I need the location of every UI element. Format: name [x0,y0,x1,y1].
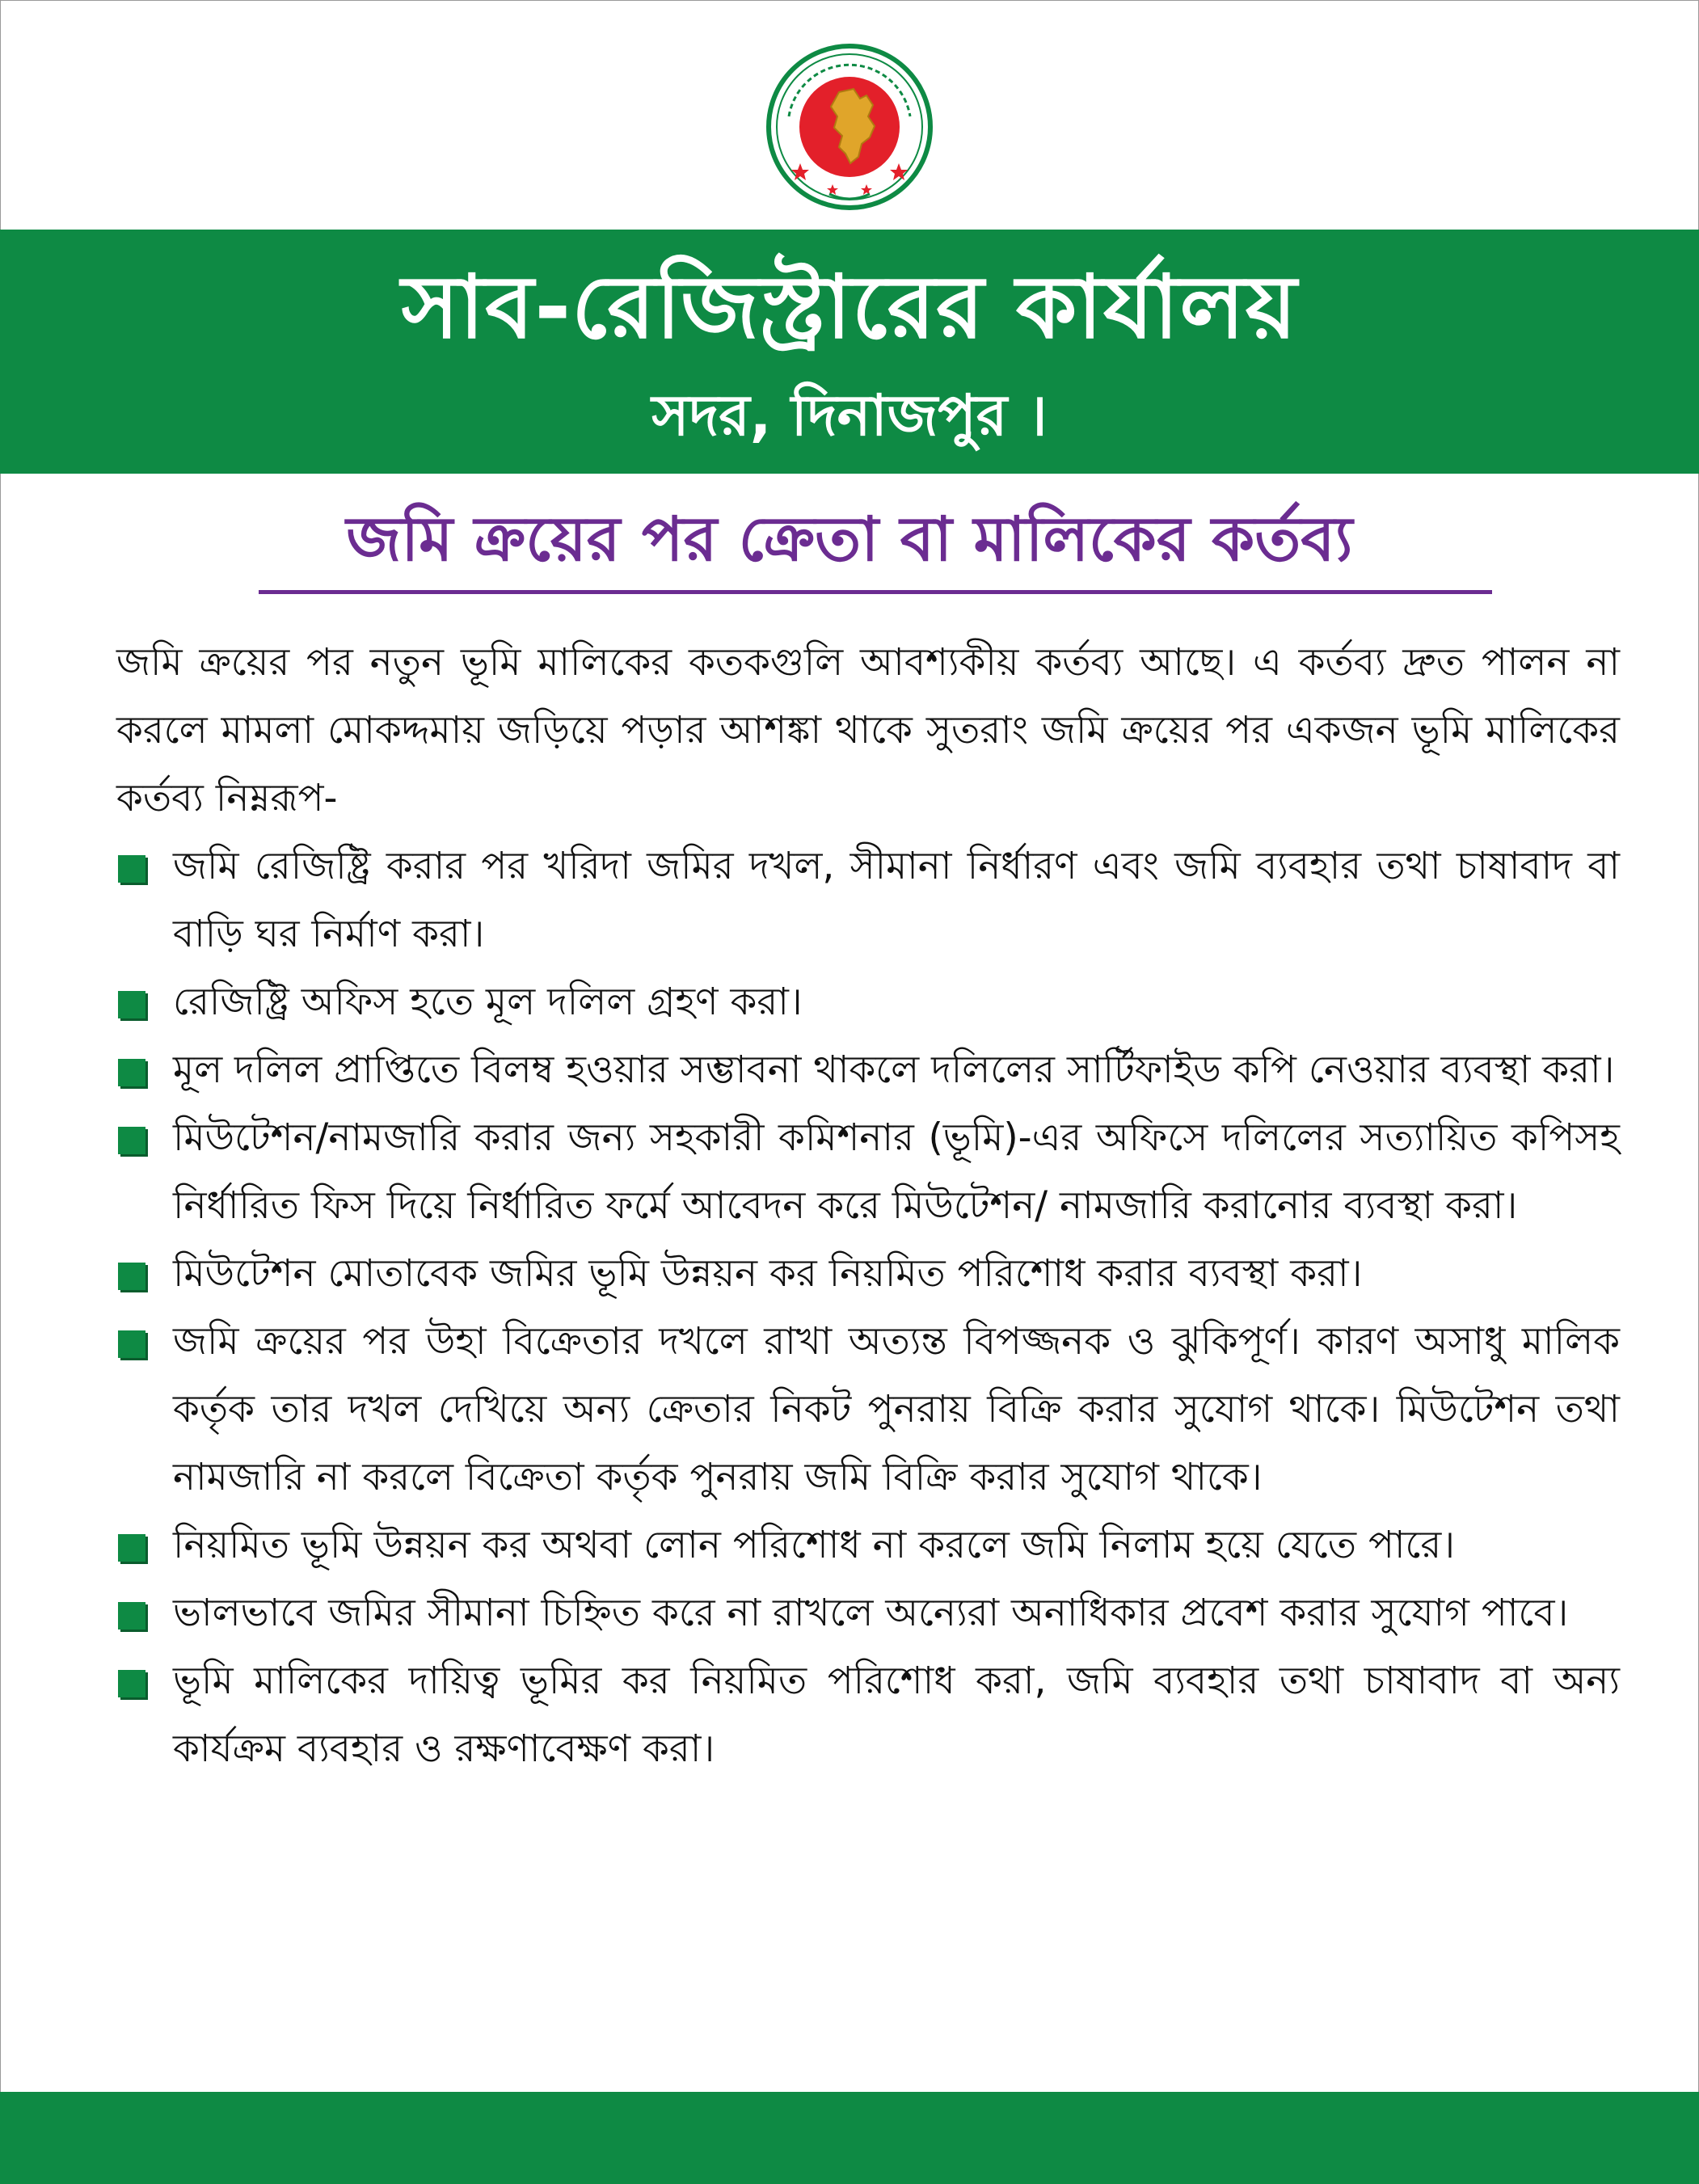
list-item [116,1647,1620,1783]
duties-list [116,833,1620,1783]
square-bullet-icon [118,991,145,1018]
list-item [116,1308,1620,1512]
list-item-text: নিয়মিত ভূমি উন্নয়ন কর অথবা লোন পরিশোধ না করলে জমি নিলাম হয়ে যেতে পারে। [173,1523,1456,1567]
list-item-text: রেজিষ্ট্রি অফিস হতে মূল দলিল গ্রহণ করা। [173,980,803,1024]
list-item [116,1240,1620,1308]
square-bullet-icon [118,1534,145,1562]
list-item [116,1579,1620,1647]
heading-underline [259,590,1492,594]
footer-band [0,2092,1699,2184]
list-item-text: জমি ক্রয়ের পর উহা বিক্রেতার দখলে রাখা অত্যন্ত বিপজ্জনক ও ঝুকিপূর্ণ। কারণ অসাধু মালিক কর্তৃক তার দখল দেখিয়ে অন্য ক্রেতার নিকট পুনরায় বিক্রি করার সুযোগ থাকে। মিউটেশন তথা নামজারি না করলে বিক্রেতা কর্তৃক পুনরায় জমি বিক্রি করার সুযোগ থাকে। [173,1319,1620,1499]
page-heading: জমি ক্রয়ের পর ক্রেতা বা মালিকের কর্তব্য [346,503,1353,575]
square-bullet-icon [118,1059,145,1086]
list-item [116,1104,1620,1240]
list-item [116,968,1620,1036]
list-item [116,1036,1620,1104]
list-item-text: মিউটেশন মোতাবেক জমির ভূমি উন্নয়ন কর নিয়মিত পরিশোধ করার ব্যবস্থা করা। [173,1251,1363,1296]
office-title: সাব-রেজিস্ট্রারের কার্যালয় [401,257,1298,358]
office-banner [0,230,1699,474]
intro-paragraph: জমি ক্রয়ের পর নতুন ভূমি মালিকের কতকগুলি আবশ্যকীয় কর্তব্য আছে। এ কর্তব্য দ্রুত পালন না করলে মামলা মোকদ্দমায় জড়িয়ে পড়ার আশঙ্কা থাকে সুতরাং জমি ক্রয়ের পর একজন ভূমি মালিকের কর্তব্য নিম্নরূপ- [116,640,1620,820]
office-location: সদর, দিনাজপুর । [651,382,1048,449]
square-bullet-icon [118,855,145,883]
government-emblem-icon [765,42,934,212]
square-bullet-icon [118,1127,145,1154]
list-item-text: ভালভাবে জমির সীমানা চিহ্নিত করে না রাখলে অন্যেরা অনাধিকার প্রবেশ করার সুযোগ পাবে। [173,1591,1569,1635]
government-emblem [765,42,934,212]
list-item [116,833,1620,968]
square-bullet-icon [118,1602,145,1630]
square-bullet-icon [118,1670,145,1697]
square-bullet-icon [118,1330,145,1358]
list-item-text: মিউটেশন/নামজারি করার জন্য সহকারী কমিশনার (ভূমি)-এর অফিসে দলিলের সত্যায়িত কপিসহ নির্ধারিত ফিস দিয়ে নির্ধারিত ফর্মে আবেদন করে মিউটেশন/ নামজারি করানোর ব্যবস্থা করা। [173,1115,1620,1228]
list-item [116,1512,1620,1579]
list-item-text: ভূমি মালিকের দায়িত্ব ভূমির কর নিয়মিত পরিশোধ করা, জমি ব্যবহার তথা চাষাবাদ বা অন্য কার্যক্রম ব্যবহার ও রক্ষণাবেক্ষণ করা। [173,1659,1620,1771]
list-item-text: মূল দলিল প্রাপ্তিতে বিলম্ব হওয়ার সম্ভাবনা থাকলে দলিলের সার্টিফাইড কপি নেওয়ার ব্যবস্থা করা। [173,1048,1615,1092]
square-bullet-icon [118,1263,145,1290]
list-item-text: জমি রেজিষ্ট্রি করার পর খরিদা জমির দখল, সীমানা নির্ধারণ এবং জমি ব্যবহার তথা চাষাবাদ বা বাড়ি ঘর নির্মাণ করা। [173,844,1620,956]
